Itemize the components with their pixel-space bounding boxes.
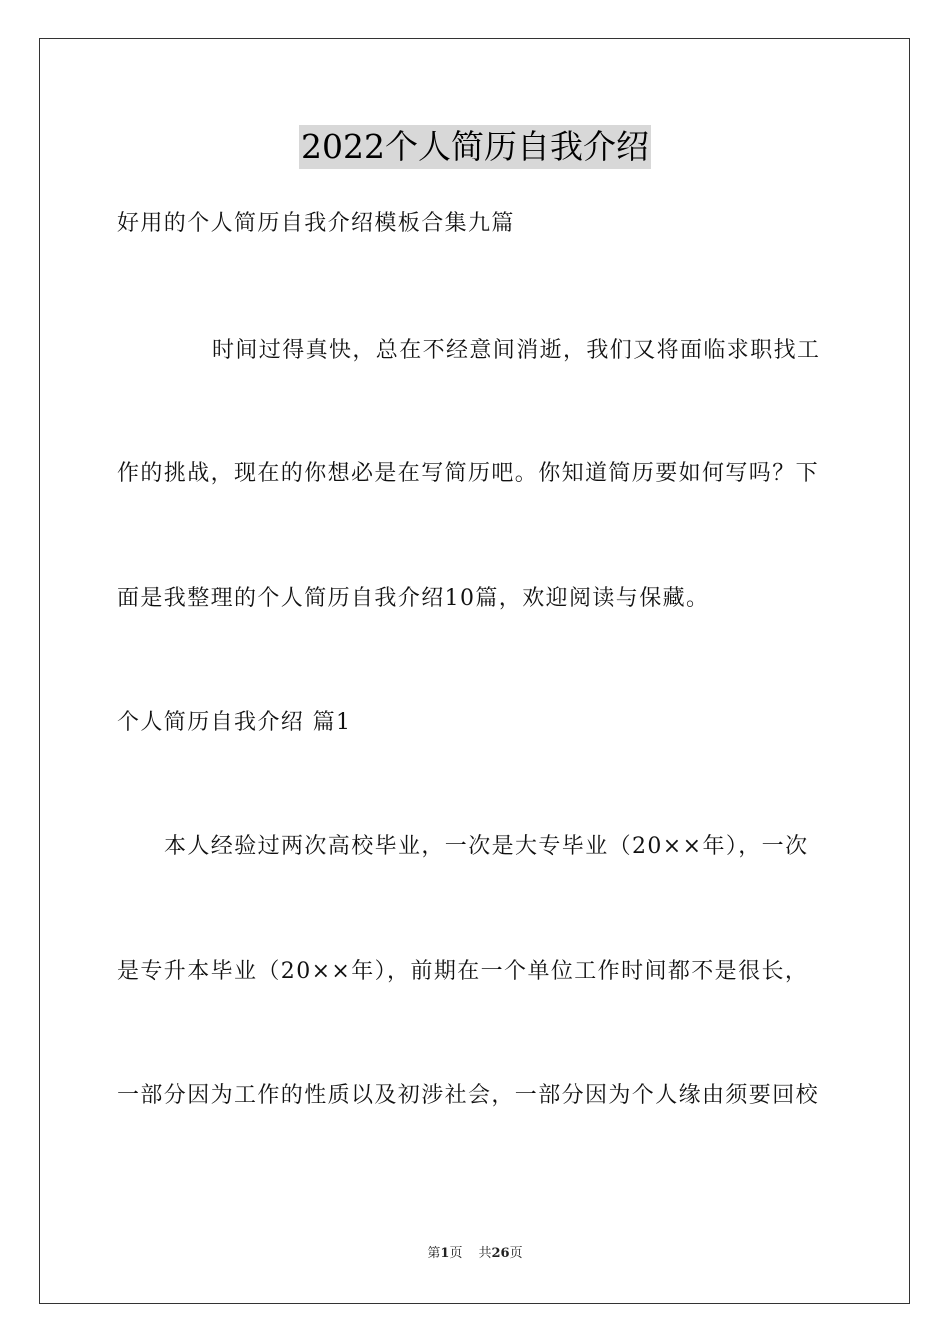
paragraph-line-5: 是专升本毕业（20××年），前期在一个单位工作时间都不是很长， [117, 959, 809, 984]
paragraph-line-2: 作的挑战，现在的你想必是在写简历吧。你知道简历要如何写吗？下 [117, 461, 820, 486]
paragraph-line-4: 本人经验过两次高校毕业，一次是大专毕业（20××年），一次 [164, 834, 809, 859]
total-suffix: 页 [509, 1246, 523, 1261]
paragraph-line-3: 面是我整理的个人简历自我介绍10篇，欢迎阅读与保藏。 [117, 586, 710, 611]
total-prefix: 共 [478, 1246, 492, 1261]
total-pages: 26 [491, 1246, 510, 1261]
subtitle-line: 好用的个人简历自我介绍模板合集九篇 [117, 211, 515, 236]
page-prefix: 第 [427, 1246, 441, 1261]
paragraph-line-1: 时间过得真快，总在不经意间消逝，我们又将面临求职找工 [212, 338, 821, 363]
paragraph-line-6: 一部分因为工作的性质以及初涉社会，一部分因为个人缘由须要回校 [117, 1083, 820, 1108]
page-number: 1 [440, 1246, 450, 1261]
section-heading: 个人简历自我介绍 篇1 [117, 710, 352, 735]
page-suffix: 页 [449, 1246, 463, 1261]
page-footer [0, 1245, 950, 1263]
title-container [0, 125, 950, 169]
document-title: 2022个人简历自我介绍 [299, 125, 651, 169]
